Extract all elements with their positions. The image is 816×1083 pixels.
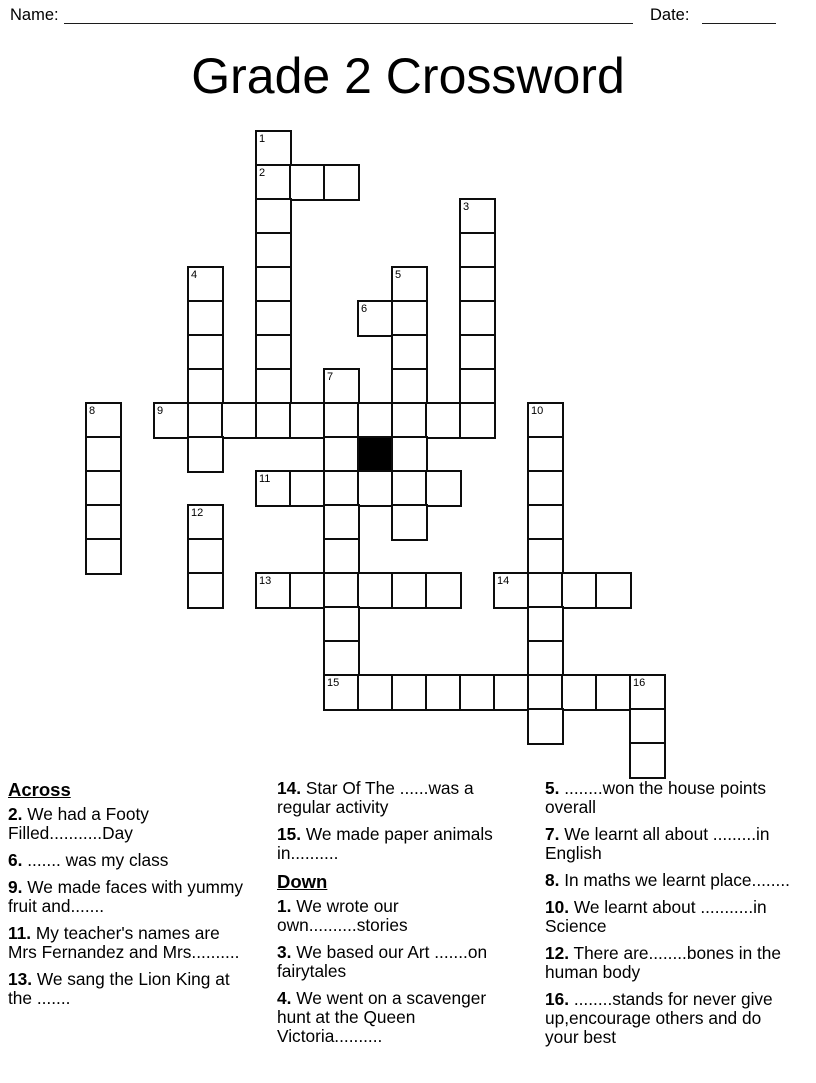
grid-cell[interactable] xyxy=(527,640,564,677)
grid-cell[interactable] xyxy=(357,572,394,609)
clue-number: 11. xyxy=(8,923,32,943)
grid-cell[interactable] xyxy=(85,436,122,473)
grid-cell[interactable] xyxy=(527,606,564,643)
grid-cell[interactable] xyxy=(289,470,326,507)
down-heading: Down xyxy=(277,871,328,892)
clue-item-7 xyxy=(545,825,798,863)
grid-cell[interactable] xyxy=(459,334,496,371)
cell-number: 8 xyxy=(89,405,96,417)
across-heading: Across xyxy=(8,779,71,800)
grid-cell[interactable] xyxy=(459,368,496,405)
grid-cell[interactable] xyxy=(459,402,496,439)
cell-number: 15 xyxy=(327,677,340,689)
clue-text: We went on a scavenger hunt at the Queen Victoria.......... xyxy=(277,988,487,1046)
grid-cell[interactable] xyxy=(323,436,360,473)
grid-cell[interactable] xyxy=(255,572,292,609)
name-label: Name: xyxy=(10,6,59,24)
clue-item-4 xyxy=(277,989,514,1046)
grid-cell[interactable] xyxy=(391,504,428,541)
cell-number: 7 xyxy=(327,371,334,383)
grid-cell[interactable] xyxy=(357,300,394,337)
clue-item-9 xyxy=(8,878,250,916)
grid-cell[interactable] xyxy=(357,674,394,711)
grid-cell[interactable] xyxy=(289,164,326,201)
clue-number: 15. xyxy=(277,824,302,844)
grid-cell[interactable] xyxy=(323,674,360,711)
grid-cell[interactable] xyxy=(323,402,360,439)
grid-cell[interactable] xyxy=(391,300,428,337)
page-title: Grade 2 Crossword xyxy=(191,48,625,104)
grid-cell[interactable] xyxy=(391,674,428,711)
cell-number: 2 xyxy=(259,167,266,179)
clue-number: 16. xyxy=(545,989,570,1009)
grid-cell[interactable] xyxy=(391,436,428,473)
grid-cell[interactable] xyxy=(255,198,292,235)
grid-cell[interactable] xyxy=(629,708,666,745)
grid-cell[interactable] xyxy=(323,606,360,643)
clue-item-5 xyxy=(545,779,798,817)
cell-number: 1 xyxy=(259,133,266,145)
cell-number: 9 xyxy=(157,405,164,417)
clue-number: 3. xyxy=(277,942,292,962)
grid-cell[interactable] xyxy=(391,334,428,371)
clue-text: There are........bones in the human body xyxy=(545,943,782,982)
grid-cell[interactable] xyxy=(323,640,360,677)
clue-number: 12. xyxy=(545,943,570,963)
grid-cell[interactable] xyxy=(391,470,428,507)
grid-cell[interactable] xyxy=(561,674,598,711)
clue-text: We made paper animals in.......... xyxy=(277,824,493,863)
clues-column-middle xyxy=(277,779,514,1054)
grid-cell[interactable] xyxy=(255,368,292,405)
clue-text: ........won the house points overall xyxy=(545,778,766,817)
clue-text: ........stands for never give up,encourage others and do your best xyxy=(545,989,773,1047)
clue-item-11 xyxy=(8,924,250,962)
grid-cell[interactable] xyxy=(527,538,564,575)
grid-cell[interactable] xyxy=(85,402,122,439)
clue-number: 14. xyxy=(277,778,302,798)
grid-cell[interactable] xyxy=(187,504,224,541)
cell-number: 4 xyxy=(191,269,198,281)
grid-cell[interactable] xyxy=(85,504,122,541)
clue-item-6 xyxy=(8,851,250,870)
clue-number: 13. xyxy=(8,969,33,989)
clue-text: In maths we learnt place........ xyxy=(559,870,790,890)
grid-cell[interactable] xyxy=(153,402,190,439)
grid-cell[interactable] xyxy=(629,674,666,711)
clue-number: 8. xyxy=(545,870,560,890)
grid-cell[interactable] xyxy=(595,674,632,711)
clue-text: We made faces with yummy fruit and....... xyxy=(8,877,243,916)
grid-cell[interactable] xyxy=(391,266,428,303)
cell-number: 6 xyxy=(361,303,368,315)
clue-text: We learnt all about .........in English xyxy=(545,824,770,863)
grid-cell[interactable] xyxy=(391,368,428,405)
cell-number: 13 xyxy=(259,575,272,587)
grid-cell[interactable] xyxy=(187,402,224,439)
cell-number: 12 xyxy=(191,507,204,519)
clue-number: 5. xyxy=(545,778,560,798)
grid-cell[interactable] xyxy=(187,538,224,575)
grid-cell[interactable] xyxy=(527,436,564,473)
grid-cell[interactable] xyxy=(323,538,360,575)
grid-cell[interactable] xyxy=(595,572,632,609)
clue-number: 6. xyxy=(8,850,23,870)
grid-cell[interactable] xyxy=(527,674,564,711)
clue-item-1 xyxy=(277,897,514,935)
grid-cell[interactable] xyxy=(459,300,496,337)
clue-item-15 xyxy=(277,825,514,863)
grid-cell[interactable] xyxy=(187,436,224,473)
grid-cell[interactable] xyxy=(459,198,496,235)
grid-cell[interactable] xyxy=(323,504,360,541)
grid-cell[interactable] xyxy=(255,164,292,201)
clue-number: 1. xyxy=(277,896,292,916)
clue-number: 9. xyxy=(8,877,23,897)
grid-cell[interactable] xyxy=(493,674,530,711)
clue-item-3 xyxy=(277,943,514,981)
clue-number: 4. xyxy=(277,988,292,1008)
grid-cell[interactable] xyxy=(459,674,496,711)
grid-cell[interactable] xyxy=(459,232,496,269)
clues-column-right xyxy=(545,779,798,1055)
clue-item-13 xyxy=(8,970,250,1008)
grid-cell[interactable] xyxy=(187,334,224,371)
grid-cell[interactable] xyxy=(85,470,122,507)
clue-number: 10. xyxy=(545,897,570,917)
grid-cell[interactable] xyxy=(425,572,462,609)
clue-item-2 xyxy=(8,805,250,843)
grid-cell[interactable] xyxy=(323,164,360,201)
clue-text: Star Of The ......was a regular activity xyxy=(277,778,474,817)
grid-cell[interactable] xyxy=(527,402,564,439)
grid-cell[interactable] xyxy=(323,368,360,405)
grid-cell[interactable] xyxy=(527,504,564,541)
grid-cell[interactable] xyxy=(255,402,292,439)
clue-item-12 xyxy=(545,944,798,982)
grid-cell[interactable] xyxy=(357,402,394,439)
clue-item-16 xyxy=(545,990,798,1047)
grid-cell[interactable] xyxy=(629,742,666,779)
grid-cell[interactable] xyxy=(221,402,258,439)
clue-text: We learnt about ...........in Science xyxy=(545,897,767,936)
cell-number: 11 xyxy=(259,473,271,485)
cell-number: 10 xyxy=(531,405,544,417)
grid-cell[interactable] xyxy=(425,402,462,439)
clue-item-10 xyxy=(545,898,798,936)
grid-cell[interactable] xyxy=(323,470,360,507)
date-label: Date: xyxy=(650,6,690,24)
grid-cell[interactable] xyxy=(323,572,360,609)
clue-item-14 xyxy=(277,779,514,817)
clue-text: We based our Art .......on fairytales xyxy=(277,942,488,981)
grid-cell[interactable] xyxy=(187,368,224,405)
clue-item-8 xyxy=(545,871,798,890)
grid-cell[interactable] xyxy=(391,572,428,609)
cell-number: 5 xyxy=(395,269,402,281)
grid-cell[interactable] xyxy=(357,470,394,507)
grid-cell[interactable] xyxy=(255,232,292,269)
cell-number: 14 xyxy=(497,575,510,587)
cell-number: 3 xyxy=(463,201,470,213)
grid-cell[interactable] xyxy=(255,266,292,303)
grid-cell[interactable] xyxy=(255,334,292,371)
clue-text: We wrote our own..........stories xyxy=(277,896,408,935)
grid-cell[interactable] xyxy=(527,572,564,609)
black-cell xyxy=(357,436,394,473)
grid-cell[interactable] xyxy=(425,674,462,711)
clue-text: We sang the Lion King at the ....... xyxy=(8,969,230,1008)
cell-number: 16 xyxy=(633,677,646,689)
clue-text: ....... was my class xyxy=(22,850,169,870)
grid-cell[interactable] xyxy=(255,470,292,507)
clue-text: We had a Footy Filled...........Day xyxy=(8,804,149,843)
grid-cell[interactable] xyxy=(493,572,530,609)
grid-cell[interactable] xyxy=(527,470,564,507)
grid-cell[interactable] xyxy=(187,266,224,303)
grid-cell[interactable] xyxy=(289,402,326,439)
clues-column-left xyxy=(8,779,250,1016)
grid-cell[interactable] xyxy=(289,572,326,609)
grid-cell[interactable] xyxy=(391,402,428,439)
grid-cell[interactable] xyxy=(425,470,462,507)
grid-cell[interactable] xyxy=(187,572,224,609)
grid-cell[interactable] xyxy=(527,708,564,745)
grid-cell[interactable] xyxy=(561,572,598,609)
grid-cell[interactable] xyxy=(255,300,292,337)
grid-cell[interactable] xyxy=(459,266,496,303)
clue-number: 2. xyxy=(8,804,23,824)
grid-cell[interactable] xyxy=(187,300,224,337)
grid-cell[interactable] xyxy=(255,130,292,167)
clue-text: My teacher's names are Mrs Fernandez and Mrs.......... xyxy=(8,923,240,962)
clue-number: 7. xyxy=(545,824,560,844)
grid-cell[interactable] xyxy=(85,538,122,575)
